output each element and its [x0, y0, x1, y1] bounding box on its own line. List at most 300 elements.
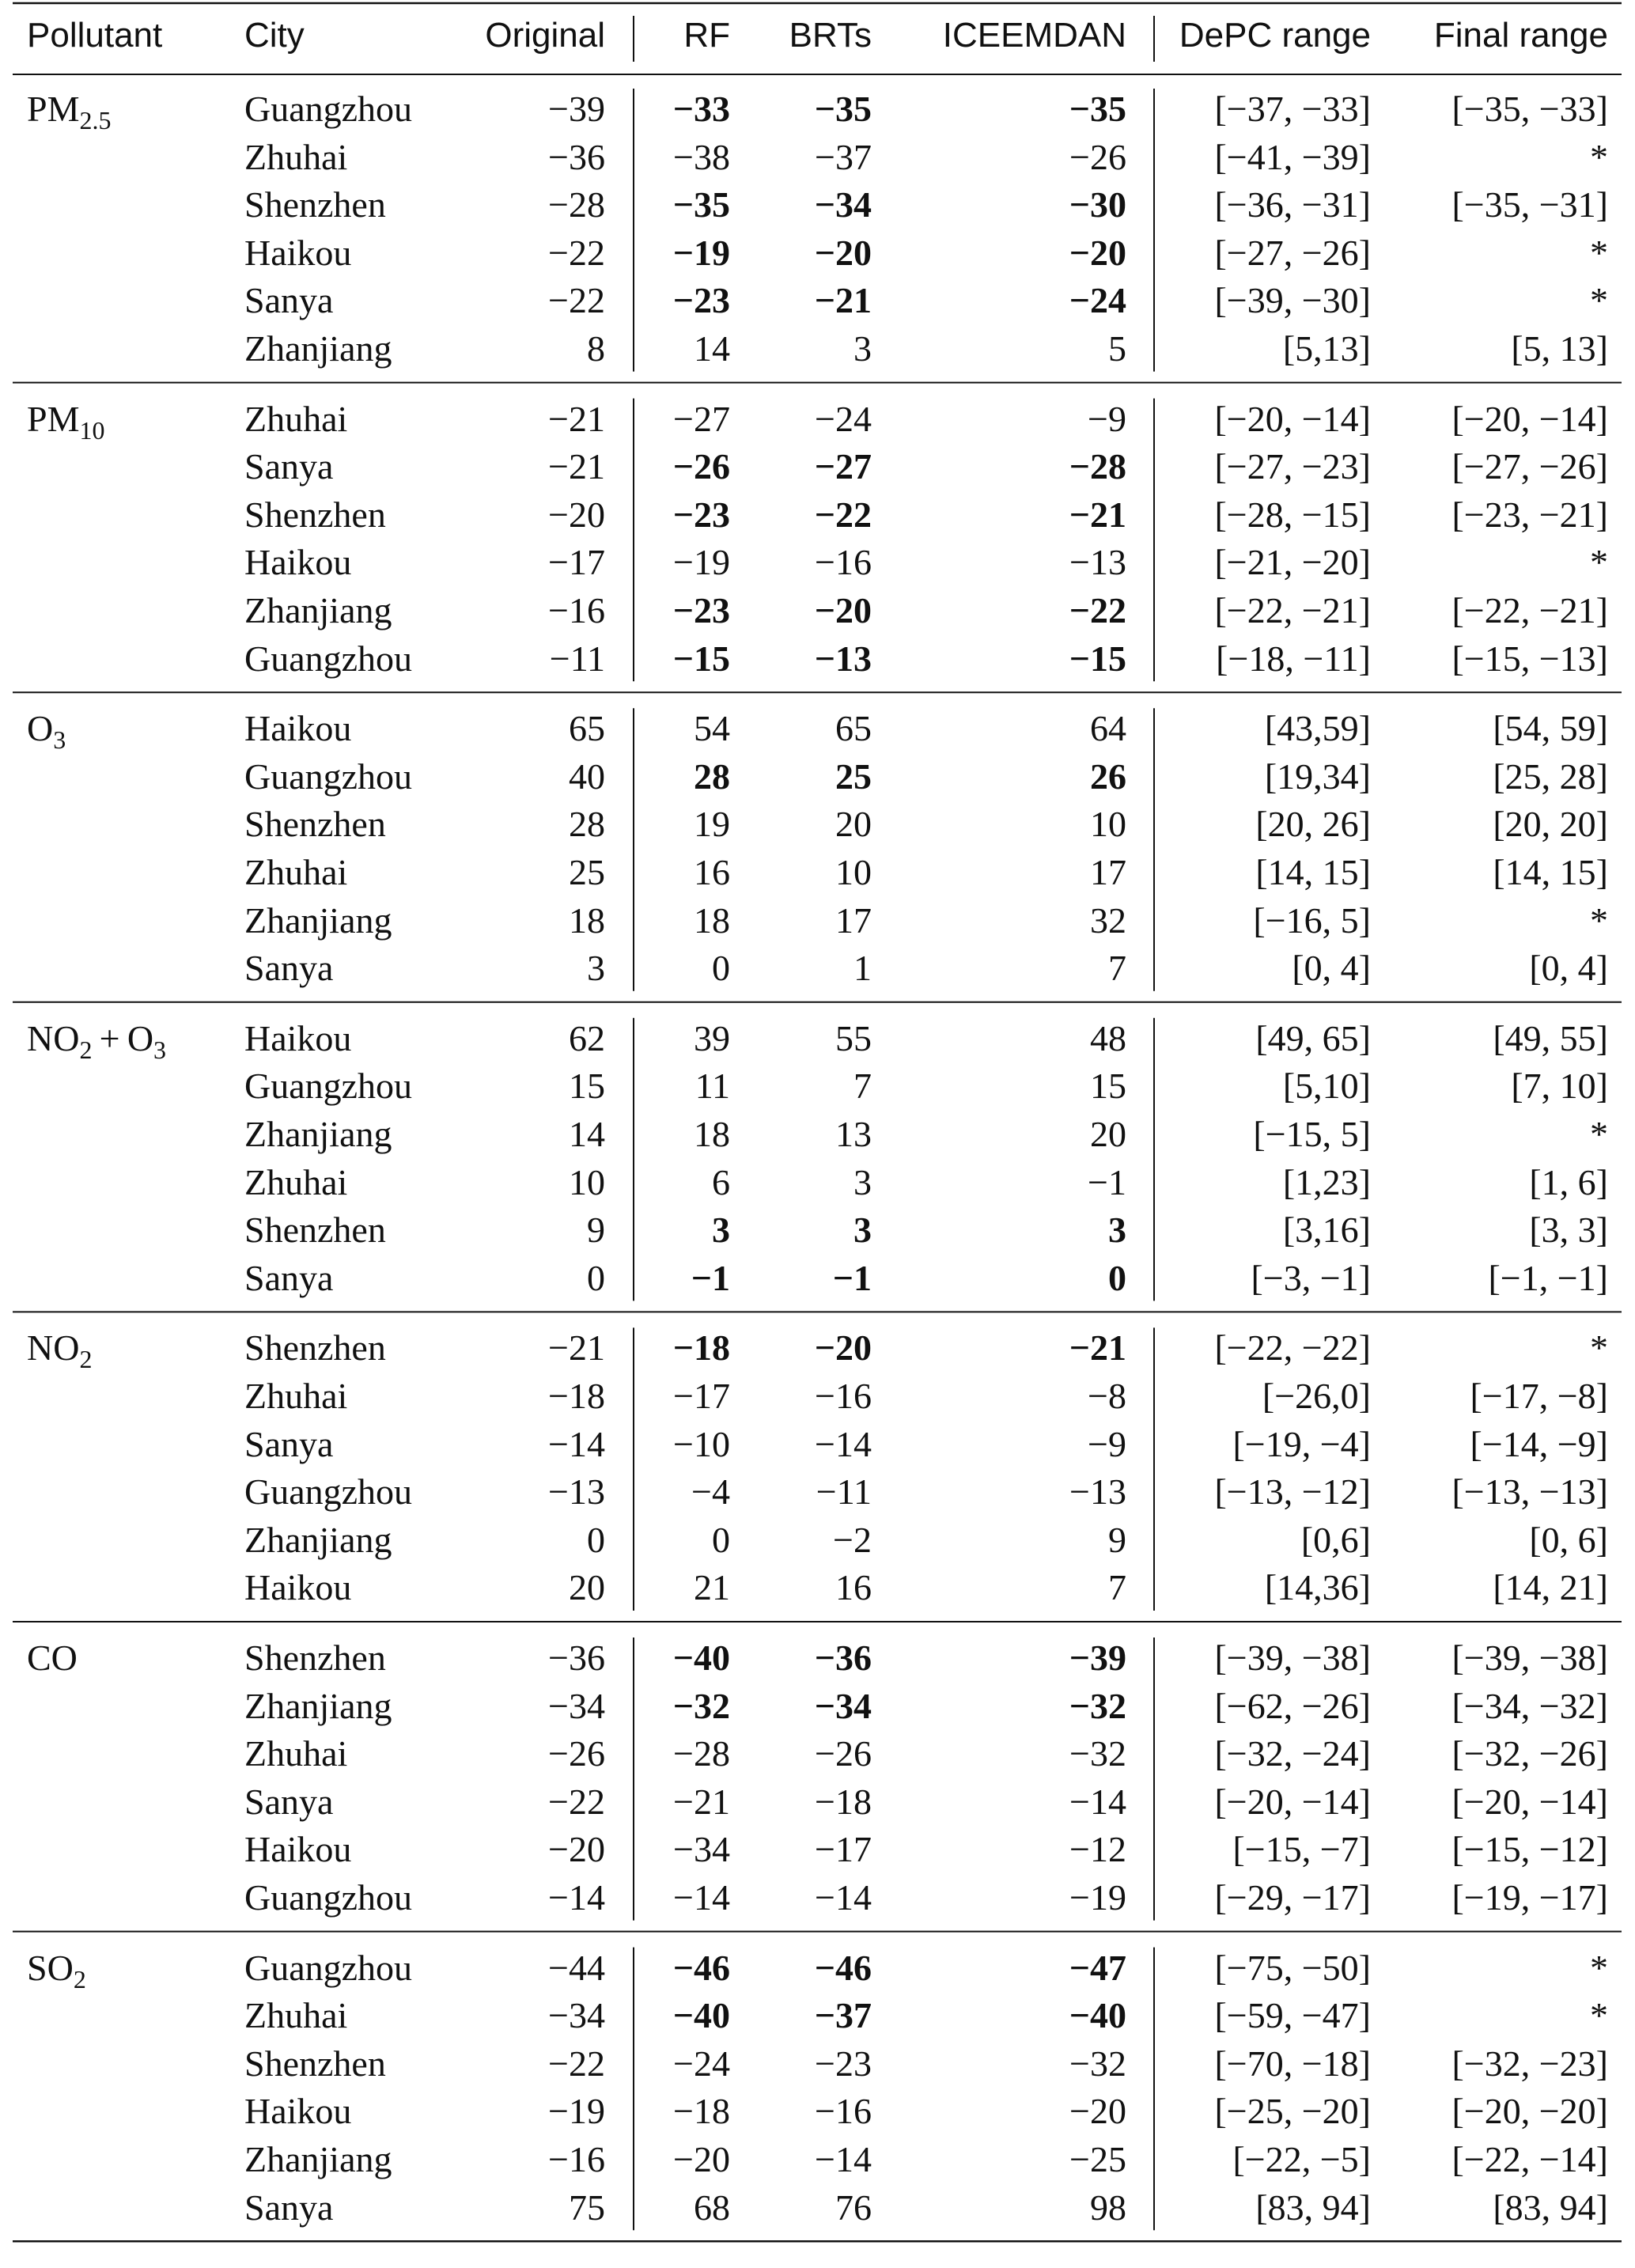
cell-brts: −46	[814, 1948, 872, 1988]
cell-depc: [5,10]	[1282, 1066, 1371, 1106]
cell-brts: −18	[815, 1781, 872, 1822]
cell-depc: [−26,0]	[1262, 1376, 1371, 1416]
cell-final: *	[1590, 137, 1608, 177]
cell-depc: [83, 94]	[1255, 2187, 1371, 2228]
cell-city: Zhuhai	[244, 399, 348, 439]
cell-original: −21	[548, 1327, 605, 1368]
cell-rf: −21	[673, 1781, 730, 1822]
cell-depc: [−70, −18]	[1214, 2043, 1371, 2084]
cell-rf: 28	[694, 756, 730, 797]
cell-depc: [−20, −14]	[1214, 1781, 1371, 1822]
cell-original: −36	[548, 1638, 605, 1678]
cell-city: Zhuhai	[244, 1995, 348, 2035]
cell-depc: [−27, −23]	[1214, 446, 1371, 487]
cell-depc: [−3, −1]	[1251, 1258, 1371, 1298]
pollutant-suffix: + O	[92, 1017, 154, 1058]
cell-depc: [−20, −14]	[1214, 399, 1371, 439]
cell-rf: 0	[712, 948, 730, 988]
header-iceemdan: ICEEMDAN	[942, 16, 1126, 55]
cell-iceemdan: 0	[1108, 1258, 1126, 1298]
cell-rf: −17	[673, 1376, 730, 1416]
cell-brts: 3	[853, 1162, 872, 1202]
pollutant-subscript: 2	[79, 1035, 93, 1064]
cell-brts: 25	[835, 756, 872, 797]
cell-final: [−13, −13]	[1451, 1471, 1608, 1512]
cell-original: 28	[569, 804, 605, 844]
cell-final: [−20, −20]	[1451, 2091, 1608, 2131]
cell-brts: −13	[814, 638, 872, 679]
cell-rf: −23	[672, 590, 730, 630]
cell-original: −20	[548, 494, 605, 535]
cell-brts: 3	[853, 328, 872, 369]
pollutant-name: NO	[27, 1017, 80, 1058]
cell-rf: −20	[673, 2139, 730, 2179]
cell-iceemdan: 5	[1108, 328, 1126, 369]
cell-brts: −20	[814, 233, 872, 273]
cell-brts: −11	[816, 1471, 872, 1512]
cell-brts: −1	[832, 1258, 872, 1298]
header-rf: RF	[683, 16, 730, 55]
header-pollutant: Pollutant	[27, 16, 163, 55]
cell-original: −34	[548, 1686, 605, 1726]
header-original: Original	[485, 16, 605, 55]
cell-iceemdan: −13	[1069, 1471, 1126, 1512]
cell-rf: 3	[712, 1210, 730, 1250]
cell-rf: 14	[694, 328, 730, 369]
cell-final: [49, 55]	[1493, 1018, 1608, 1058]
cell-city: Guangzhou	[244, 89, 413, 129]
cell-city: Guangzhou	[244, 1471, 413, 1512]
cell-rf: −33	[672, 89, 730, 129]
cell-brts: 76	[835, 2187, 872, 2228]
header-city: City	[244, 16, 305, 55]
cell-original: −39	[548, 89, 605, 129]
cell-original: −21	[548, 446, 605, 487]
cell-original: −26	[548, 1733, 605, 1774]
cell-brts: −36	[814, 1638, 872, 1678]
cell-depc: [3,16]	[1282, 1210, 1371, 1250]
cell-original: 62	[569, 1018, 605, 1058]
cell-original: 3	[587, 948, 605, 988]
cell-brts: −2	[833, 1520, 872, 1560]
cell-iceemdan: 15	[1090, 1066, 1126, 1106]
cell-brts: −37	[815, 137, 872, 177]
cell-original: 14	[569, 1114, 605, 1154]
cell-final: [−39, −38]	[1451, 1638, 1608, 1678]
cell-final: [−15, −13]	[1451, 638, 1608, 679]
cell-iceemdan: 7	[1108, 948, 1126, 988]
cell-original: 15	[569, 1066, 605, 1106]
cell-iceemdan: 26	[1090, 756, 1126, 797]
cell-original: 10	[569, 1162, 605, 1202]
cell-iceemdan: −21	[1069, 1327, 1126, 1368]
cell-brts: −14	[815, 2139, 872, 2179]
pollutant-name: PM	[27, 89, 80, 129]
cell-final: *	[1590, 233, 1608, 273]
cell-city: Shenzhen	[244, 184, 386, 225]
pollutant-label	[27, 705, 66, 755]
cell-city: Zhanjiang	[244, 1114, 392, 1154]
cell-city: Shenzhen	[244, 2043, 386, 2084]
cell-brts: −23	[815, 2043, 872, 2084]
cell-final: [−27, −26]	[1451, 446, 1608, 487]
cell-city: Guangzhou	[244, 756, 413, 797]
cell-rf: 0	[712, 1520, 730, 1560]
cell-original: 18	[569, 900, 605, 941]
cell-final: [−23, −21]	[1451, 494, 1608, 535]
cell-final: *	[1590, 1995, 1608, 2035]
cell-city: Zhanjiang	[244, 590, 392, 630]
cell-depc: [−18, −11]	[1216, 638, 1371, 679]
cell-city: Sanya	[244, 948, 334, 988]
cell-city: Haikou	[244, 233, 352, 273]
cell-depc: [43,59]	[1264, 708, 1371, 748]
cell-rf: −26	[672, 446, 730, 487]
cell-brts: −14	[815, 1424, 872, 1464]
pollutant-label	[27, 1634, 78, 1682]
cell-city: Guangzhou	[244, 638, 413, 679]
pollutant-name: NO	[27, 1327, 80, 1369]
cell-rf: −23	[672, 494, 730, 535]
cell-iceemdan: 20	[1090, 1114, 1126, 1154]
cell-final: [20, 20]	[1493, 804, 1608, 844]
cell-rf: 6	[712, 1162, 730, 1202]
pollutant-label	[27, 85, 111, 133]
cell-iceemdan: −26	[1069, 137, 1126, 177]
cell-final: [−35, −31]	[1451, 184, 1608, 225]
cell-city: Shenzhen	[244, 1210, 386, 1250]
cell-iceemdan: −25	[1069, 2139, 1126, 2179]
cell-original: −20	[548, 1829, 605, 1869]
cell-final: [−20, −14]	[1451, 1781, 1608, 1822]
cell-brts: −14	[815, 1877, 872, 1918]
cell-iceemdan: 17	[1090, 852, 1126, 892]
cell-iceemdan: −9	[1088, 399, 1126, 439]
cell-rf: −10	[673, 1424, 730, 1464]
cell-original: −17	[548, 542, 605, 582]
cell-depc: [19,34]	[1264, 756, 1371, 797]
cell-brts: 7	[853, 1066, 872, 1106]
cell-brts: 3	[853, 1210, 872, 1250]
cell-depc: [1,23]	[1282, 1162, 1371, 1202]
cell-original: −22	[548, 280, 605, 320]
cell-brts: 13	[835, 1114, 872, 1154]
cell-final: *	[1590, 280, 1608, 320]
cell-iceemdan: −1	[1088, 1162, 1126, 1202]
cell-brts: 65	[835, 708, 872, 748]
cell-city: Zhanjiang	[244, 1520, 392, 1560]
cell-final: [−14, −9]	[1470, 1424, 1608, 1464]
cell-final: [−34, −32]	[1451, 1686, 1608, 1726]
header-final-range: Final range	[1433, 16, 1608, 55]
cell-city: Shenzhen	[244, 1638, 386, 1678]
cell-final: [−32, −23]	[1451, 2043, 1608, 2084]
cell-brts: −20	[814, 1327, 872, 1368]
cell-city: Zhuhai	[244, 852, 348, 892]
cell-final: [−35, −33]	[1451, 89, 1608, 129]
cell-depc: [−25, −20]	[1214, 2091, 1371, 2131]
cell-brts: 1	[853, 948, 872, 988]
cell-final: [−32, −26]	[1451, 1733, 1608, 1774]
cell-iceemdan: −24	[1069, 280, 1126, 320]
cell-city: Shenzhen	[244, 1327, 386, 1368]
pollutant-subscript: 10	[79, 415, 105, 445]
pollutant-name: PM	[27, 398, 80, 439]
cell-iceemdan: −20	[1069, 233, 1126, 273]
pollutant-subscript: 3	[53, 725, 66, 755]
cell-depc: [−15, −7]	[1232, 1829, 1371, 1869]
cell-original: 75	[569, 2187, 605, 2228]
pollutant-label	[27, 1015, 166, 1062]
cell-rf: 21	[694, 1567, 730, 1607]
cell-iceemdan: −9	[1088, 1424, 1126, 1464]
pollutant-subscript: 2	[79, 1345, 93, 1374]
cell-city: Shenzhen	[244, 494, 386, 535]
cell-rf: −46	[672, 1948, 730, 1988]
cell-final: *	[1590, 1327, 1608, 1368]
cell-iceemdan: −14	[1069, 1781, 1126, 1822]
cell-city: Zhuhai	[244, 1162, 348, 1202]
cell-city: Haikou	[244, 1567, 352, 1607]
cell-city: Sanya	[244, 280, 334, 320]
cell-original: 25	[569, 852, 605, 892]
cell-depc: [−39, −30]	[1214, 280, 1371, 320]
cell-original: −36	[548, 137, 605, 177]
cell-brts: −17	[815, 1829, 872, 1869]
cell-original: −13	[548, 1471, 605, 1512]
cell-depc: [−19, −4]	[1232, 1424, 1371, 1464]
cell-rf: −1	[691, 1258, 730, 1298]
cell-final: [7, 10]	[1511, 1066, 1608, 1106]
cell-final: [3, 3]	[1529, 1210, 1608, 1250]
pollutant-name: SO	[27, 1947, 74, 1988]
cell-rf: −18	[672, 1327, 730, 1368]
cell-iceemdan: −20	[1069, 2091, 1126, 2131]
cell-iceemdan: −22	[1069, 590, 1126, 630]
cell-iceemdan: −30	[1069, 184, 1126, 225]
cell-depc: [0,6]	[1300, 1520, 1371, 1560]
cell-rf: −38	[673, 137, 730, 177]
cell-iceemdan: −32	[1069, 1686, 1126, 1726]
cell-city: Sanya	[244, 1424, 334, 1464]
cell-depc: [−41, −39]	[1214, 137, 1371, 177]
cell-depc: [−29, −17]	[1214, 1877, 1371, 1918]
cell-final: [0, 6]	[1529, 1520, 1608, 1560]
cell-depc: [−37, −33]	[1214, 89, 1371, 129]
cell-iceemdan: −47	[1069, 1948, 1126, 1988]
cell-depc: [−22, −5]	[1232, 2139, 1371, 2179]
cell-rf: −15	[672, 638, 730, 679]
cell-city: Zhanjiang	[244, 900, 392, 941]
cell-iceemdan: 9	[1108, 1520, 1126, 1560]
cell-depc: [49, 65]	[1255, 1018, 1371, 1058]
cell-original: 0	[587, 1258, 605, 1298]
cell-city: Haikou	[244, 542, 352, 582]
cell-brts: −16	[815, 2091, 872, 2131]
cell-city: Guangzhou	[244, 1066, 413, 1106]
header-brts: BRTs	[789, 16, 872, 55]
cell-final: [−19, −17]	[1451, 1877, 1608, 1918]
cell-city: Haikou	[244, 1018, 352, 1058]
cell-final: [0, 4]	[1529, 948, 1608, 988]
cell-iceemdan: −19	[1069, 1877, 1126, 1918]
cell-original: 0	[587, 1520, 605, 1560]
cell-brts: 16	[835, 1567, 872, 1607]
cell-brts: 55	[835, 1018, 872, 1058]
cell-rf: 39	[694, 1018, 730, 1058]
cell-original: 40	[569, 756, 605, 797]
cell-final: [−20, −14]	[1451, 399, 1608, 439]
cell-brts: −35	[814, 89, 872, 129]
cell-rf: −23	[672, 280, 730, 320]
cell-original: −44	[548, 1948, 605, 1988]
cell-final: [25, 28]	[1493, 756, 1608, 797]
cell-iceemdan: 10	[1090, 804, 1126, 844]
header-depc-range: DePC range	[1179, 16, 1371, 55]
cell-rf: 19	[694, 804, 730, 844]
cell-rf: −18	[673, 2091, 730, 2131]
cell-brts: 17	[835, 900, 872, 941]
cell-final: [54, 59]	[1493, 708, 1608, 748]
cell-rf: 68	[694, 2187, 730, 2228]
cell-iceemdan: −39	[1069, 1638, 1126, 1678]
cell-original: 9	[587, 1210, 605, 1250]
cell-rf: 11	[694, 1066, 730, 1106]
cell-iceemdan: −12	[1069, 1829, 1126, 1869]
cell-city: Guangzhou	[244, 1877, 413, 1918]
cell-city: Sanya	[244, 1258, 334, 1298]
cell-original: 65	[569, 708, 605, 748]
cell-city: Zhanjiang	[244, 328, 392, 369]
cell-final: *	[1590, 900, 1608, 941]
cell-iceemdan: −35	[1069, 89, 1126, 129]
cell-iceemdan: 98	[1090, 2187, 1126, 2228]
cell-depc: [−75, −50]	[1214, 1948, 1371, 1988]
cell-final: [14, 21]	[1493, 1567, 1608, 1607]
cell-brts: −16	[815, 1376, 872, 1416]
cell-city: Haikou	[244, 2091, 352, 2131]
cell-original: −28	[548, 184, 605, 225]
cell-city: Sanya	[244, 1781, 334, 1822]
cell-rf: −34	[673, 1829, 730, 1869]
cell-depc: [−36, −31]	[1214, 184, 1371, 225]
cell-iceemdan: −40	[1069, 1995, 1126, 2035]
cell-depc: [−21, −20]	[1214, 542, 1371, 582]
cell-final: [−15, −12]	[1451, 1829, 1608, 1869]
cell-original: −34	[548, 1995, 605, 2035]
cell-rf: 16	[694, 852, 730, 892]
cell-iceemdan: −8	[1088, 1376, 1126, 1416]
cell-city: Shenzhen	[244, 804, 386, 844]
cell-original: −14	[548, 1877, 605, 1918]
cell-original: −19	[548, 2091, 605, 2131]
cell-depc: [−59, −47]	[1214, 1995, 1371, 2035]
cell-original: −18	[548, 1376, 605, 1416]
pollutant-label	[27, 1324, 92, 1372]
cell-rf: −14	[673, 1877, 730, 1918]
cell-brts: −24	[815, 399, 872, 439]
cell-brts: −16	[815, 542, 872, 582]
cell-original: −16	[548, 590, 605, 630]
pollutant-subscript: 2	[73, 1964, 86, 1993]
pollutant-name: CO	[27, 1638, 78, 1678]
cell-brts: 10	[835, 852, 872, 892]
cell-rf: 18	[694, 900, 730, 941]
cell-city: Sanya	[244, 2187, 334, 2228]
cell-brts: −22	[814, 494, 872, 535]
cell-depc: [−39, −38]	[1214, 1638, 1371, 1678]
cell-iceemdan: −32	[1069, 2043, 1126, 2084]
cell-original: −14	[548, 1424, 605, 1464]
cell-brts: −34	[814, 1686, 872, 1726]
cell-rf: −19	[673, 542, 730, 582]
cell-final: *	[1590, 542, 1608, 582]
cell-city: Zhuhai	[244, 1376, 348, 1416]
cell-final: [−17, −8]	[1470, 1376, 1608, 1416]
cell-rf: 54	[694, 708, 730, 748]
cell-iceemdan: 64	[1090, 708, 1126, 748]
pollutant-name: O	[27, 708, 54, 749]
cell-final: [1, 6]	[1529, 1162, 1608, 1202]
cell-city: Zhuhai	[244, 137, 348, 177]
pollutant-label	[27, 396, 104, 443]
cell-final: [14, 15]	[1493, 852, 1608, 892]
cell-city: Zhuhai	[244, 1733, 348, 1774]
cell-city: Guangzhou	[244, 1948, 413, 1988]
cell-rf: −27	[673, 399, 730, 439]
cell-depc: [−13, −12]	[1214, 1471, 1371, 1512]
cell-original: −16	[548, 2139, 605, 2179]
cell-depc: [−16, 5]	[1253, 900, 1371, 941]
pollutant-subscript: 2.5	[79, 106, 112, 134]
cell-brts: −21	[814, 280, 872, 320]
cell-iceemdan: 3	[1108, 1210, 1126, 1250]
cell-final: [−22, −21]	[1451, 590, 1608, 630]
cell-iceemdan: −32	[1069, 1733, 1126, 1774]
cell-final: *	[1590, 1948, 1608, 1988]
cell-city: Haikou	[244, 1829, 352, 1869]
cell-depc: [−22, −21]	[1214, 590, 1371, 630]
cell-depc: [−28, −15]	[1214, 494, 1371, 535]
cell-depc: [14,36]	[1264, 1567, 1371, 1607]
cell-original: −22	[548, 2043, 605, 2084]
cell-depc: [−27, −26]	[1214, 233, 1371, 273]
cell-final: *	[1590, 1114, 1608, 1154]
cell-iceemdan: 48	[1090, 1018, 1126, 1058]
cell-depc: [−22, −22]	[1214, 1327, 1371, 1368]
cell-final: [83, 94]	[1493, 2187, 1608, 2228]
cell-brts: −37	[814, 1995, 872, 2035]
cell-depc: [−15, 5]	[1253, 1114, 1371, 1154]
cell-brts: −34	[814, 184, 872, 225]
cell-original: −21	[548, 399, 605, 439]
cell-final: [5, 13]	[1511, 328, 1608, 369]
cell-depc: [0, 4]	[1292, 948, 1371, 988]
cell-rf: −40	[672, 1995, 730, 2035]
cell-rf: −28	[673, 1733, 730, 1774]
cell-original: −11	[549, 638, 605, 679]
cell-rf: −40	[672, 1638, 730, 1678]
cell-brts: 20	[835, 804, 872, 844]
cell-final: [−1, −1]	[1488, 1258, 1608, 1298]
cell-rf: −4	[691, 1471, 730, 1512]
cell-city: Haikou	[244, 708, 352, 748]
cell-rf: 18	[694, 1114, 730, 1154]
pollutant-subscript: 3	[153, 1035, 167, 1064]
cell-iceemdan: −13	[1069, 542, 1126, 582]
cell-depc: [20, 26]	[1255, 804, 1371, 844]
cell-iceemdan: 7	[1108, 1567, 1126, 1607]
